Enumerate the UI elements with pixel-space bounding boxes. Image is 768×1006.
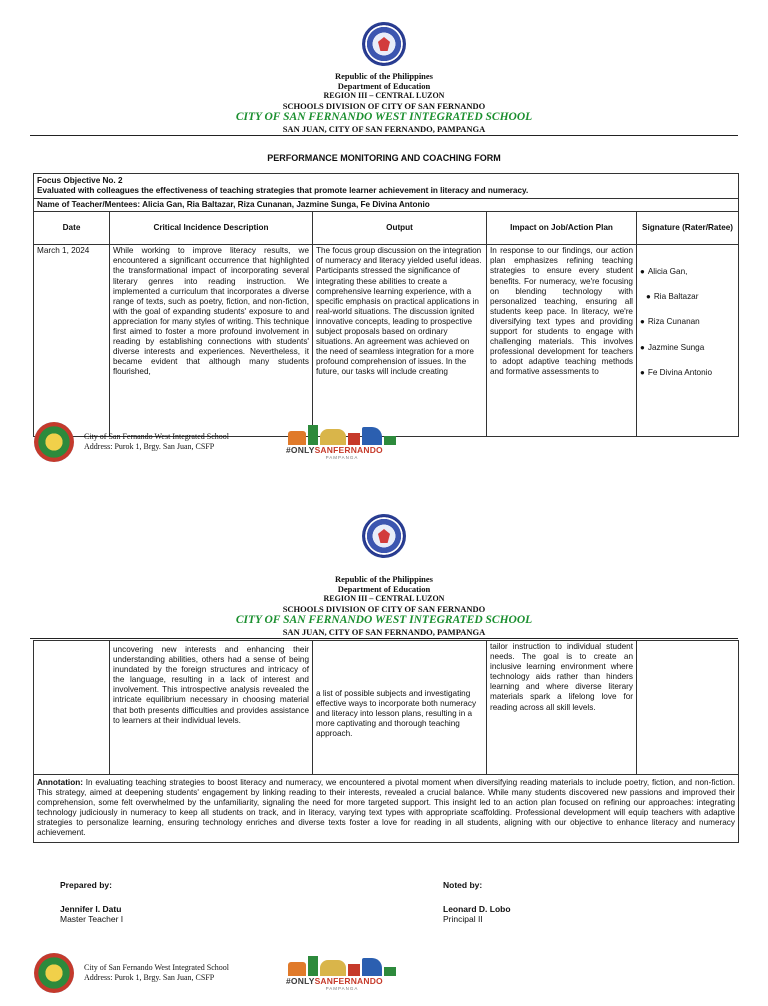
coaching-table-page2: [33, 640, 739, 843]
annotation-label: Annotation:: [37, 778, 83, 787]
school-address: SAN JUAN, CITY OF SAN FERNANDO, PAMPANGA: [282, 124, 486, 134]
teachers-row: [34, 199, 739, 212]
prepared-by-label: Prepared by:: [60, 880, 112, 890]
column-header-signature: Signature (Rater/Ratee): [637, 212, 739, 245]
column-header-critical: Critical Incidence Description: [110, 212, 313, 245]
brand-name: SANFERNANDO: [314, 445, 383, 455]
output-cell: The focus group discussion on the integration of numeracy and literacy yielded useful ideas. Participants stressed the significance of integrating these abilities to create a comprehensive learning experience, with a specific emphasis on practical applications in real-world situations. The discussion ignited innovative concepts, leading to prospective subject proposals based on ordinary situations. An agreement was achieved on the need of seamless integration for a more profound comprehension of issues. In the future, our tasks will include creating: [313, 245, 487, 437]
prepared-by-position: Master Teacher I: [60, 914, 124, 924]
footer-school-name: City of San Fernando West Integrated School: [84, 963, 229, 972]
impact-cell: In response to our findings, our action plan emphasizes refining teaching strategies to ensure every student benefits. For numeracy, we're focusing on blending technology with personalized teaching, ensuring all students keep pace. In literacy, we're diversifying text types and providing support for students to engage with challenging materials. This involves professional development for teachers to adopt adaptive teaching methods and formative assessments to: [487, 245, 637, 437]
brand-sub: PAMPANGA: [325, 986, 359, 991]
objective-text: Evaluated with colleagues the effectiveness of teaching strategies that promote learner achievement in literacy and numeracy.: [37, 186, 529, 196]
department-label: Department of Education: [337, 81, 431, 91]
letterhead: [0, 574, 768, 637]
region-label: REGION III – CENTRAL LUZON: [323, 91, 445, 100]
noted-by-label: Noted by:: [443, 880, 483, 890]
skyline-icon: [286, 423, 398, 445]
focus-objective-label: Focus Objective No. 2: [37, 176, 123, 185]
brand-text: [286, 976, 398, 986]
critical-cell: While working to improve literacy results, we encountered a significant occurrence that highlighted the transformational impact of incorporating several literary genres into reading instruction. We implemented a curriculum that incorporates a diverse range of texts, such as poetry, fiction, and non-fiction, with the goal of expanding students' exposure to and appreciation for many styles of writing. This technique first aimed to foster a more profound involvement in reading by establishing connections with students' diverse interests and experiences. Nevertheless, it became evident that although many students flourished,: [110, 245, 313, 437]
prepared-by-name: Jennifer I. Datu: [60, 904, 122, 914]
school-seal-icon: [34, 953, 74, 993]
footer-school-name: City of San Fernando West Integrated School: [84, 432, 229, 441]
annotation-text: In evaluating teaching strategies to boost literacy and numeracy, we encountered a pivotal moment when diversifying reading materials to include poetry, fiction, and non-fiction. This strategy, aimed at deepening students' engagement by linking reading to their interests, revealed a crucial balance. While many students discovered new passions and improved their comprehension, some felt overwhelmed by the unfamiliarity, signaling the need for more targeted support. This insight led to an action plan focused on refining our approaches: integrating technology judiciously in numeracy to keep all students on track, and in literacy, varying text types with appropriate scaffolding. Professional development will equip teachers with adaptive strategies to personalize learning, ensuring technology enriches and diverse texts foster a love for reading in all students, aligning with our objective to enhance literacy and numeracy achievement.: [37, 778, 735, 838]
output-cell: a list of possible subjects and investigating effective ways to incorporate both numeracy and literacy into lesson plans, resulting in a more captivating and thorough teaching approach.: [313, 641, 487, 775]
footer-school: [84, 963, 229, 983]
table-header-row: [34, 212, 739, 245]
republic-label: Republic of the Philippines: [334, 574, 433, 584]
letterhead: [0, 71, 768, 134]
signature-cell: [637, 641, 739, 775]
brand-name: SANFERNANDO: [314, 976, 383, 986]
footer-school: [84, 432, 229, 452]
noted-by-name: Leonard D. Lobo: [443, 904, 511, 914]
school-name: CITY OF SAN FERNANDO WEST INTEGRATED SCHOOL: [235, 111, 533, 123]
only-san-fernando-logo: [286, 954, 398, 996]
signature-cell: [637, 245, 739, 437]
deped-seal-icon: [362, 514, 406, 558]
column-header-output: Output: [313, 212, 487, 245]
critical-cell: uncovering new interests and enhancing their understanding abilities, others had a sense of being inundated by the foreign structures and intricacy of the language, resulting in a lack of interest and involvement. This introspective analysis revealed the intricate equilibrium necessary in choosing material that both presents difficulties and provides assistance to learners at their individual levels.: [110, 641, 313, 775]
school-address: SAN JUAN, CITY OF SAN FERNANDO, PAMPANGA: [282, 627, 486, 637]
brand-prefix: #ONLY: [286, 976, 315, 986]
signature-item: ● Jazmine Sunga: [640, 343, 735, 353]
brand-prefix: #ONLY: [286, 445, 315, 455]
brand-sub: PAMPANGA: [325, 455, 359, 460]
header-rule: [30, 135, 738, 136]
column-header-date: Date: [34, 212, 110, 245]
school-seal-icon: [34, 422, 74, 462]
date-cell: [34, 641, 110, 775]
signature-item: ● Fe Divina Antonio: [640, 368, 735, 378]
column-header-impact: Impact on Job/Action Plan: [487, 212, 637, 245]
deped-seal-icon: [362, 22, 406, 66]
prepared-by-block: [60, 880, 123, 924]
signature-item: ● Riza Cunanan: [640, 317, 735, 327]
teachers-names: Name of Teacher/Mentees: Alicia Gan, Ria Baltazar, Riza Cunanan, Jazmine Sunga, Fe Divina Antonio: [34, 199, 739, 212]
noted-by-block: [443, 880, 511, 924]
republic-label: Republic of the Philippines: [334, 71, 433, 81]
signature-item: ● Alicia Gan,: [640, 267, 735, 277]
signature-item: ● Ria Baltazar: [640, 292, 735, 302]
coaching-table-page1: [33, 173, 739, 437]
division-label: SCHOOLS DIVISION OF CITY OF SAN FERNANDO: [282, 604, 486, 614]
impact-cell: tailor instruction to individual student needs. The goal is to create an inclusive learning environment where technology aids rather than hinders learning and where diverse literary materials spark a lifelong love for reading across all skill levels.: [487, 641, 637, 775]
skyline-icon: [286, 954, 398, 976]
only-san-fernando-logo: [286, 423, 398, 465]
noted-by-position: Principal II: [443, 914, 483, 924]
focus-objective-row: [34, 174, 739, 199]
footer-address: Address: Purok 1, Brgy. San Juan, CSFP: [84, 442, 215, 451]
brand-text: [286, 445, 398, 455]
region-label: REGION III – CENTRAL LUZON: [323, 594, 445, 603]
table-row: [34, 245, 739, 437]
department-label: Department of Education: [337, 584, 431, 594]
table-row: [34, 641, 739, 775]
school-name: CITY OF SAN FERNANDO WEST INTEGRATED SCHOOL: [235, 614, 533, 626]
division-label: SCHOOLS DIVISION OF CITY OF SAN FERNANDO: [282, 101, 486, 111]
header-rule: [30, 638, 738, 639]
footer-address: Address: Purok 1, Brgy. San Juan, CSFP: [84, 973, 215, 982]
form-title: PERFORMANCE MONITORING AND COACHING FORM: [267, 153, 501, 163]
annotation-row: [34, 775, 739, 843]
date-cell: March 1, 2024: [34, 245, 110, 437]
annotation-cell: [34, 775, 739, 843]
